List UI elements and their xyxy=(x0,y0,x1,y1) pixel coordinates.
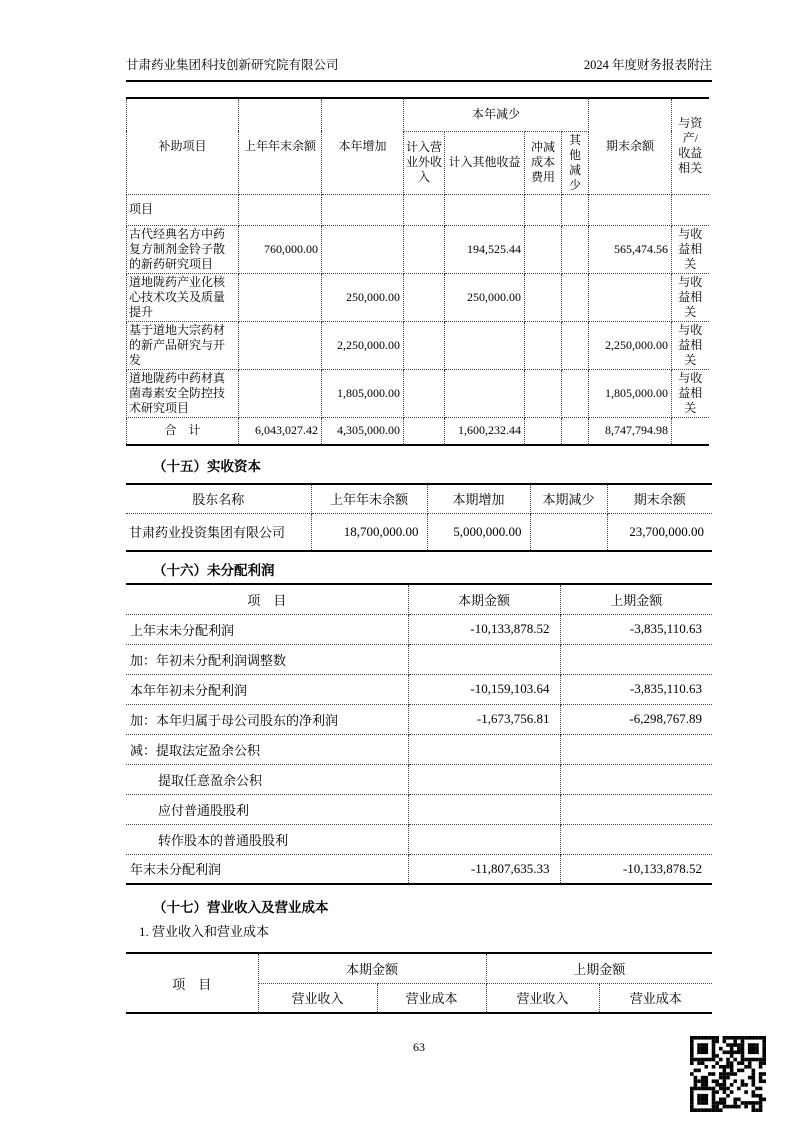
cell-label: 减：提取法定盈余公积 xyxy=(126,734,408,764)
table-row xyxy=(126,794,712,824)
cell-related: 与收益相关 xyxy=(672,225,709,273)
col-header-prev-revenue: 营业收入 xyxy=(486,983,599,1013)
revenue-cost-table xyxy=(126,952,712,1014)
cell-dec-income: 194,525.44 xyxy=(445,225,525,273)
cell-related: 与收益相关 xyxy=(672,321,709,369)
table-row xyxy=(126,854,712,884)
cell-total-label: 合 计 xyxy=(127,417,239,445)
cell-dec-income: 1,600,232.44 xyxy=(445,417,525,445)
subsidy-header-row-1 xyxy=(127,98,709,131)
cell-item: 道地陇药中药材真菌毒素安全防控技术研究项目 xyxy=(127,369,239,417)
cell-dec-other xyxy=(562,321,589,369)
cell-prior xyxy=(560,734,712,764)
cell-inc xyxy=(322,225,404,273)
col-header-item: 项 目 xyxy=(126,953,258,1013)
cell-dec-cost xyxy=(525,369,562,417)
cell-dec-income xyxy=(445,321,525,369)
col-header-dec-other-income: 计入其他收益 xyxy=(445,131,525,194)
page-number: 63 xyxy=(413,1040,425,1054)
section-title-17: （十七）营业收入及营业成本 xyxy=(153,900,329,915)
cell-current: -11,807,635.33 xyxy=(408,854,560,884)
cell-current xyxy=(408,794,560,824)
cell-current xyxy=(408,824,560,854)
cell-shareholder: 甘肃药业投资集团有限公司 xyxy=(126,513,311,551)
col-header-cur-revenue: 营业收入 xyxy=(258,983,377,1013)
cell-inc: 5,000,000.00 xyxy=(427,513,530,551)
cell-related: 与收益相关 xyxy=(672,369,709,417)
cell-prev xyxy=(239,321,322,369)
table-row xyxy=(126,704,712,734)
cell-item: 项目 xyxy=(127,194,239,225)
cell-dec-cost xyxy=(525,194,562,225)
paid-in-capital-table xyxy=(126,483,712,552)
col-header-prior-group: 上期金额 xyxy=(486,953,712,983)
cell-end xyxy=(589,194,672,225)
col-header-item: 补助项目 xyxy=(127,98,239,194)
cell-prev xyxy=(239,194,322,225)
cell-end: 565,474.56 xyxy=(589,225,672,273)
cell-dec-nonop xyxy=(404,417,445,445)
cell-prior xyxy=(560,824,712,854)
cell-prior: -3,835,110.63 xyxy=(560,674,712,704)
cell-label: 加：年初未分配利润调整数 xyxy=(126,644,408,674)
qr-code xyxy=(690,1036,766,1112)
table-row xyxy=(127,194,709,225)
cell-prior: -10,133,878.52 xyxy=(560,854,712,884)
cell-current xyxy=(408,644,560,674)
table-row xyxy=(127,321,709,369)
col-header-dec-cost-offset: 冲减成本费用 xyxy=(525,131,562,194)
table-row xyxy=(126,734,712,764)
cell-dec-nonop xyxy=(404,321,445,369)
col-header-item: 项 目 xyxy=(126,584,408,614)
cell-prev: 18,700,000.00 xyxy=(311,513,427,551)
col-header-related: 与资产/收益相关 xyxy=(672,98,709,194)
col-header-cur-cost: 营业成本 xyxy=(377,983,486,1013)
cell-inc: 4,305,000.00 xyxy=(322,417,404,445)
cell-prior xyxy=(560,794,712,824)
subsidy-table xyxy=(126,97,709,446)
col-header-dec-nonoperating: 计入营业外收入 xyxy=(404,131,445,194)
col-header-increase: 本期增加 xyxy=(427,484,530,513)
cell-dec-income xyxy=(445,194,525,225)
cell-dec-cost xyxy=(525,321,562,369)
col-header-prior: 上期金额 xyxy=(560,584,712,614)
col-header-current-group: 本期金额 xyxy=(258,953,486,983)
cell-dec-nonop xyxy=(404,369,445,417)
col-header-current: 本期金额 xyxy=(408,584,560,614)
report-title: 2024 年度财务报表附注 xyxy=(583,58,712,72)
table-row xyxy=(126,513,712,551)
cell-dec-cost xyxy=(525,225,562,273)
cell-inc: 2,250,000.00 xyxy=(322,321,404,369)
cell-end: 1,805,000.00 xyxy=(589,369,672,417)
retained-earnings-table xyxy=(126,583,712,885)
cell-dec-cost xyxy=(525,273,562,321)
cell-label: 转作股本的普通股股利 xyxy=(126,824,408,854)
table-row xyxy=(126,644,712,674)
cell-dec-other xyxy=(562,273,589,321)
cell-label: 应付普通股股利 xyxy=(126,794,408,824)
cell-dec-other xyxy=(562,225,589,273)
cell-label: 加：本年归属于母公司股东的净利润 xyxy=(126,704,408,734)
table-header-row-1 xyxy=(126,953,712,983)
col-header-decrease: 本期减少 xyxy=(530,484,607,513)
cell-label: 本年年初未分配利润 xyxy=(126,674,408,704)
cell-dec-nonop xyxy=(404,273,445,321)
cell-current: -10,133,878.52 xyxy=(408,614,560,644)
cell-related: 与收益相关 xyxy=(672,273,709,321)
subsidy-total-row xyxy=(127,417,709,445)
cell-related xyxy=(672,417,709,445)
cell-prev: 6,043,027.42 xyxy=(239,417,322,445)
cell-dec-nonop xyxy=(404,225,445,273)
section-title-16: （十六）未分配利润 xyxy=(153,563,275,578)
cell-prev xyxy=(239,369,322,417)
cell-item: 古代经典名方中药复方制剂金铃子散的新药研究项目 xyxy=(127,225,239,273)
col-header-increase: 本年增加 xyxy=(322,98,404,194)
cell-label: 提取任意盈余公积 xyxy=(126,764,408,794)
table-header-row xyxy=(126,584,712,614)
cell-prior xyxy=(560,764,712,794)
section-title-15: （十五）实收资本 xyxy=(153,459,261,474)
col-header-decrease-group: 本年减少 xyxy=(404,98,589,131)
company-name: 甘肃药业集团科技创新研究院有限公司 xyxy=(126,58,339,72)
cell-dec-other xyxy=(562,369,589,417)
cell-current: -1,673,756.81 xyxy=(408,704,560,734)
cell-end xyxy=(589,273,672,321)
table-row xyxy=(127,273,709,321)
col-header-prev-balance: 上年年末余额 xyxy=(311,484,427,513)
cell-item: 基于道地大宗药材的新产品研究与开发 xyxy=(127,321,239,369)
cell-dec-other xyxy=(562,417,589,445)
cell-dec-income xyxy=(445,369,525,417)
table-row xyxy=(127,369,709,417)
cell-inc xyxy=(322,194,404,225)
col-header-shareholder: 股东名称 xyxy=(126,484,311,513)
subsection-title-17-1: 1. 营业收入和营业成本 xyxy=(139,924,270,939)
table-row xyxy=(126,824,712,854)
cell-prior: -3,835,110.63 xyxy=(560,614,712,644)
cell-end: 2,250,000.00 xyxy=(589,321,672,369)
cell-prev xyxy=(239,273,322,321)
table-row xyxy=(127,225,709,273)
cell-dec-nonop xyxy=(404,194,445,225)
cell-label: 上年末未分配利润 xyxy=(126,614,408,644)
col-header-end-balance: 期末余额 xyxy=(589,98,672,194)
cell-inc: 250,000.00 xyxy=(322,273,404,321)
cell-prior xyxy=(560,644,712,674)
table-row xyxy=(126,674,712,704)
col-header-prev-balance: 上年年末余额 xyxy=(239,98,322,194)
cell-dec xyxy=(530,513,607,551)
cell-dec-cost xyxy=(525,417,562,445)
cell-related xyxy=(672,194,709,225)
cell-dec-other xyxy=(562,194,589,225)
cell-prev: 760,000.00 xyxy=(239,225,322,273)
cell-end: 23,700,000.00 xyxy=(607,513,712,551)
cell-inc: 1,805,000.00 xyxy=(322,369,404,417)
cell-prior: -6,298,767.89 xyxy=(560,704,712,734)
cell-current xyxy=(408,734,560,764)
col-header-prev-cost: 营业成本 xyxy=(599,983,712,1013)
cell-item: 道地陇药产业化核心技术攻关及质量提升 xyxy=(127,273,239,321)
table-row xyxy=(126,764,712,794)
cell-current: -10,159,103.64 xyxy=(408,674,560,704)
running-header xyxy=(126,55,712,82)
cell-end: 8,747,794.98 xyxy=(589,417,672,445)
cell-label: 年末未分配利润 xyxy=(126,854,408,884)
col-header-end-balance: 期末余额 xyxy=(607,484,712,513)
cell-dec-income: 250,000.00 xyxy=(445,273,525,321)
table-header-row xyxy=(126,484,712,513)
col-header-dec-other: 其他减少 xyxy=(562,131,589,194)
cell-current xyxy=(408,764,560,794)
table-row xyxy=(126,614,712,644)
